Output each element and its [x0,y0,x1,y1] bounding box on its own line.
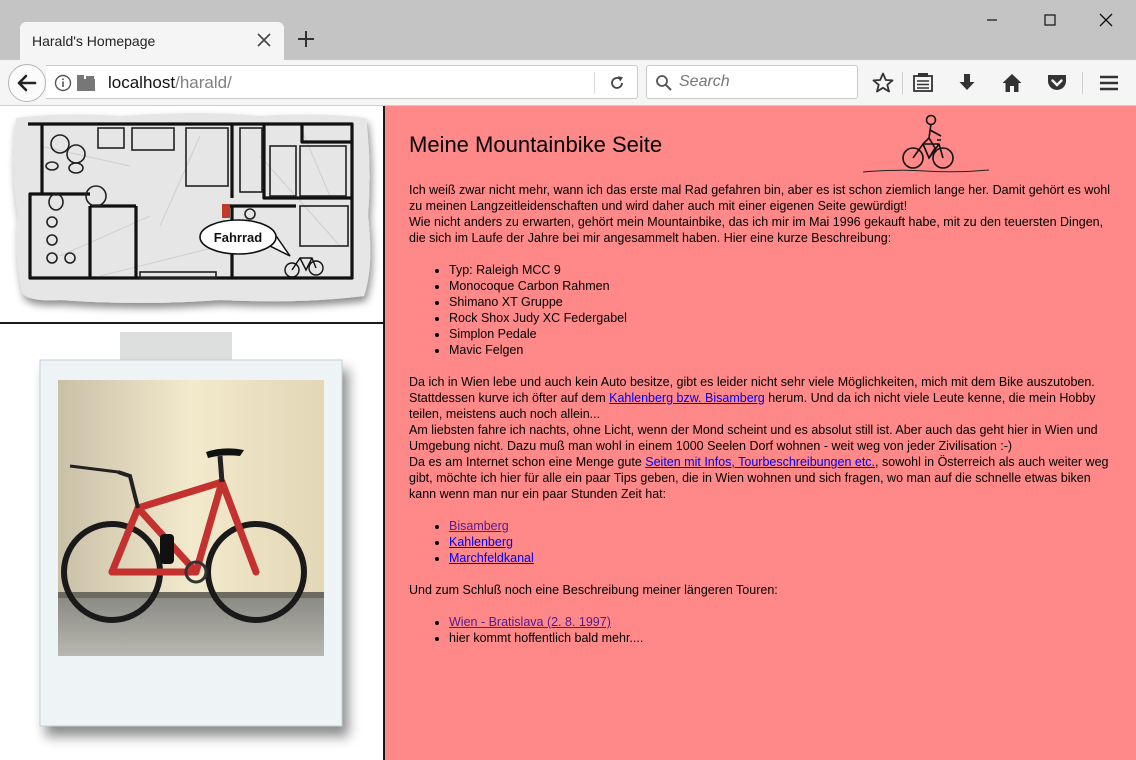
search-icon [655,74,673,92]
url-bar[interactable] [46,65,638,99]
main-frame [385,106,1136,760]
home-icon[interactable] [1000,71,1024,95]
intro-paragraph: Ich weiß zwar nicht mehr, wann ich das erste mal Rad gefahren bin, aber es ist schon ziemlich lange her. Damit gehört es wohl zu meinen Langzeitleidenschaften und wird daher auch mit einer eigenen Seite gewürdigt! Wie nicht anders zu erwarten, gehört mein Mountainbike, das ich mir im Mai 1996 gekauft habe, mit zu den teuersten Dingen, die sich im Laufe der Jahre bei mir angesammelt haben. Hier eine kurze Beschreibung: [409,183,1111,245]
list-item: • Monocoque Carbon Rahmen [449,278,1112,294]
tab-title: Harald's Homepage [32,33,156,49]
info-icon[interactable] [54,74,72,92]
page-content [0,106,1136,760]
wien-bratislava-link[interactable]: Wien - Bratislava (2. 8. 1997) [449,615,611,629]
kahlenberg-link[interactable]: Kahlenberg [449,535,513,549]
bike-photo [0,326,383,760]
bookmark-star-icon[interactable] [871,71,895,95]
list-item: • Shimano XT Gruppe [449,294,1112,310]
list-item [449,614,1112,630]
bike-spec-list [449,262,1112,358]
list-item: • hier kommt hoffentlich bald mehr.... [449,630,1112,646]
back-button[interactable] [8,64,46,102]
list-item [449,550,1112,566]
reload-icon[interactable] [607,73,627,93]
page-icon [76,74,96,92]
close-tab-icon[interactable] [256,32,272,48]
list-item: • Typ: Raleigh MCC 9 [449,262,1112,278]
title-bar [0,0,1136,60]
list-item [449,518,1112,534]
floor-plan-image[interactable] [0,106,383,322]
cyclist-icon [861,112,991,174]
url-text[interactable]: localhost/harald/ [108,73,232,92]
pocket-icon[interactable] [1045,71,1069,95]
browser-tab[interactable] [20,22,284,60]
map-bubble-label: Fahrrad [213,230,263,245]
bisamberg-link[interactable]: Bisamberg [449,519,509,533]
list-item [449,534,1112,550]
list-item: • Mavic Felgen [449,342,1112,358]
tours-intro: Und zum Schluß noch eine Beschreibung meiner längeren Touren: [409,583,778,597]
site-identity[interactable] [54,74,96,92]
list-item: • Rock Shox Judy XC Federgabel [449,310,1112,326]
info-pages-link[interactable]: Seiten mit Infos, Tourbeschreibungen etc. [645,455,876,469]
downloads-icon[interactable] [955,71,979,95]
reading-list-icon[interactable] [911,71,935,95]
search-input[interactable]: Search [679,73,730,90]
tours-list [449,614,1112,646]
close-window-icon[interactable] [1094,8,1118,32]
maximize-icon[interactable] [1038,8,1062,32]
back-arrow-icon [9,65,45,101]
minimize-icon[interactable] [980,8,1004,32]
floor-plan-map[interactable] [0,106,383,324]
tips-list [449,518,1112,566]
left-frame [0,106,385,760]
marchfeldkanal-link[interactable]: Marchfeldkanal [449,551,534,565]
kahlenberg-bisamberg-link[interactable]: Kahlenberg bzw. Bisamberg [609,391,765,405]
nav-toolbar [0,60,1136,106]
search-bar[interactable] [646,65,858,99]
vienna-paragraph: Da ich in Wien lebe und auch kein Auto besitze, gibt es leider nicht sehr viele Möglichkeiten, mich mit dem Bike auszutoben. Stattdessen kurve ich öfter auf dem Kahlenberg bzw. Bisamberg herum. Und da ich nicht viele Leute kenne, die mein Hobby teilen, meistens auch noch allein... Am liebsten fahre ich nachts, ohne Licht, wenn der Mond scheint und es absolut still ist. Aber auch das geht hier in Wien und Umgebung nicht. Dazu muß man wohl in einem 1000 Seelen Dorf wohnen - weit weg von jeder Zivilisation :-) Da es am Internet schon eine Menge gute Seiten mit Infos, Tourbeschreibungen etc., sowohl in Österreich als auch weiter weg gibt, möchte ich hier für alle ein paar Tips geben, die in Wien wohnen und sich fragen, wo man auf die schnelle etwas biken kann wenn man nur ein paar Stunden Zeit hat: [409,375,1109,501]
page-heading: Meine Mountainbike Seite [409,132,663,157]
menu-icon[interactable] [1097,71,1121,95]
list-item: • Simplon Pedale [449,326,1112,342]
bike-photo-frame [0,326,383,760]
new-tab-icon[interactable] [296,29,316,49]
